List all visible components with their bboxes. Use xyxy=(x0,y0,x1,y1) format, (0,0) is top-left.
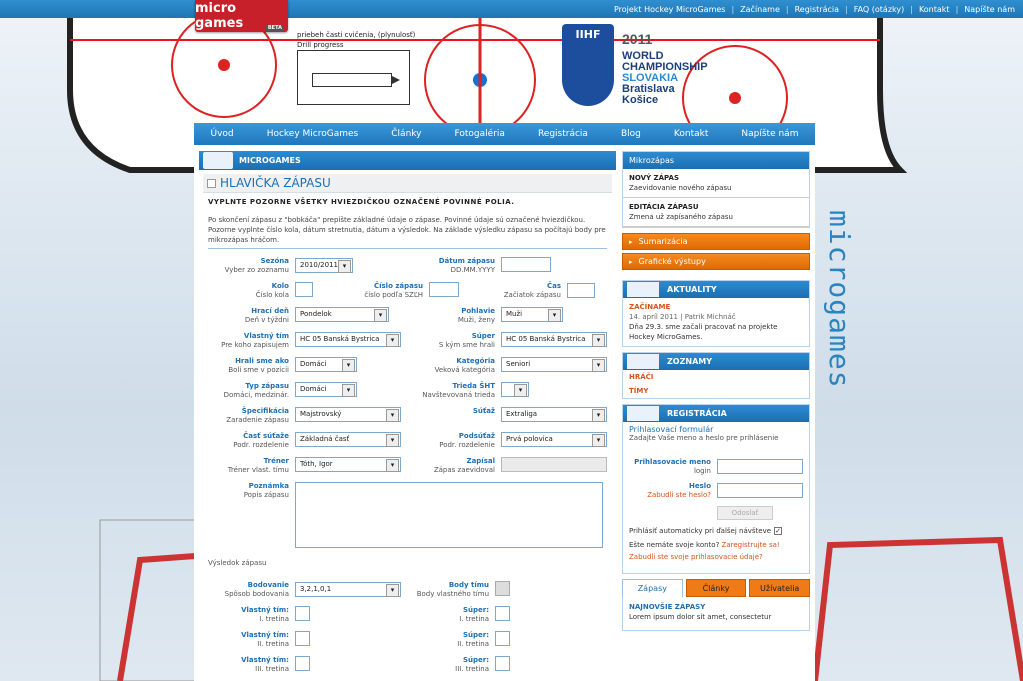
pohlavie-select[interactable]: Muži ▾ xyxy=(501,307,563,322)
typ-select[interactable]: Domáci ▾ xyxy=(295,382,357,397)
tabs xyxy=(622,579,810,597)
wc-line-4: Bratislava xyxy=(622,83,675,95)
drill-progress-graphic xyxy=(297,50,410,105)
right-sidebar xyxy=(622,151,810,681)
hint-vlastny-3: III. tretina xyxy=(255,665,289,673)
najnovsie-zapasy-text: Lorem ipsum dolor sit amet, consectetur xyxy=(629,613,772,621)
hint-podsutaz: Podr. rozdelenie xyxy=(439,441,495,449)
hint-cislo: číslo podľa SZĽH xyxy=(364,291,423,299)
page-icon xyxy=(207,179,216,188)
microgames-header-label: MICROGAMES xyxy=(239,156,301,165)
odoslat-button[interactable]: Odoslať xyxy=(717,506,773,520)
label-den: Hrací deň xyxy=(251,307,289,315)
timy-link[interactable]: TÍMY xyxy=(629,387,649,395)
drill-line-1: priebeh časti cvičenia, (plynulosť) xyxy=(297,31,416,39)
prihlasovaci-formular-subtitle: Zadajte Vaše meno a heslo pre prihlásenie xyxy=(629,434,779,442)
trener-select[interactable]: Tóth, Igor ▾ xyxy=(295,457,401,472)
vysledok-label: Výsledok zápasu xyxy=(208,559,267,567)
auto-login-label: Prihlásiť automaticky pri ďalšej návšteve xyxy=(629,527,772,535)
label-zapisal: Zapísal xyxy=(466,457,495,465)
match-header-form xyxy=(199,249,616,549)
hint-sezona: Vyber zo zoznamu xyxy=(224,266,289,274)
login-input[interactable] xyxy=(717,459,803,474)
vlastny-3-input[interactable] xyxy=(295,656,310,671)
site-logo[interactable] xyxy=(195,0,288,32)
hint-bodovanie: Spôsob bodovania xyxy=(224,590,289,598)
hint-cas: Začiatok zápasu xyxy=(503,291,561,299)
editacia-zapasu-item[interactable] xyxy=(623,198,809,227)
hint-datum: DD.MM.YYYY xyxy=(450,266,495,274)
hint-spec: Zaradenie zápasu xyxy=(226,416,289,424)
aktuality-box xyxy=(622,280,810,347)
label-super-2: Súper: xyxy=(462,631,489,639)
nav-uvod[interactable]: Úvod xyxy=(210,129,234,139)
label-datum: Dátum zápasu xyxy=(438,257,495,265)
drill-arrow-icon xyxy=(312,73,392,87)
main-panel xyxy=(194,123,815,681)
hint-super-2: II. tretina xyxy=(457,640,489,648)
hint-tim: Pre koho zapisujem xyxy=(221,341,289,349)
vlastny-1-input[interactable] xyxy=(295,606,310,621)
trieda-select[interactable] xyxy=(501,382,529,397)
tab-zapasy[interactable]: Zápasy xyxy=(622,579,683,597)
label-meno: Prihlasovacie meno xyxy=(634,458,711,466)
cislo-input[interactable] xyxy=(429,282,459,297)
label-super-3: Súper: xyxy=(462,656,489,664)
tim-select[interactable]: HC 05 Banská Bystrica ▾ xyxy=(295,332,401,347)
zapisal-input xyxy=(501,457,607,472)
hint-super: S kým sme hrali xyxy=(438,341,495,349)
microgames-header xyxy=(199,151,616,170)
registracia-box xyxy=(622,404,810,574)
hrali-select[interactable]: Domáci ▾ xyxy=(295,357,357,372)
label-kat: Kategória xyxy=(456,357,495,365)
hint-meno: login xyxy=(693,467,711,475)
sutaz-select[interactable]: Extraliga ▾ xyxy=(501,407,607,422)
prihlasovaci-formular-title: Prihlasovací formulár xyxy=(629,425,714,434)
label-super-1: Súper: xyxy=(462,606,489,614)
sumarizacia-button[interactable]: ▸ Sumarizácia xyxy=(622,233,810,250)
mikrozapas-box xyxy=(622,151,810,228)
mikrozapas-header xyxy=(623,152,809,169)
super-2-input[interactable] xyxy=(495,631,510,646)
page-title-text: HLAVIČKA ZÁPASU xyxy=(220,176,331,190)
super-1-input[interactable] xyxy=(495,606,510,621)
nav-clanky[interactable]: Články xyxy=(391,129,422,139)
label-trieda: Trieda ŠHT xyxy=(452,382,495,390)
drill-legend xyxy=(297,30,415,50)
label-vlastny-1: Vlastný tím: xyxy=(241,606,289,614)
required-note: VYPLNTE POZORNE VŠETKY HVIEZDIČKOU OZNAČENÉ POVINNÉ POLIA. xyxy=(208,198,515,206)
nav-kontakt[interactable]: Kontakt xyxy=(673,129,709,139)
editacia-zapasu-desc: Zmena už zapísaného zápasu xyxy=(629,213,733,221)
hint-kat: Veková kategória xyxy=(434,366,495,374)
nav-hockey-microgames[interactable]: Hockey MicroGames xyxy=(266,129,359,139)
logo-text: micro games xyxy=(195,1,244,31)
najnovsie-zapasy-title: NAJNOVŠIE ZÁPASY xyxy=(629,603,706,611)
zoznamy-box xyxy=(622,352,810,399)
wc-line-5: Košice xyxy=(622,94,659,106)
hint-super-1: I. tretina xyxy=(459,615,489,623)
register-link[interactable]: Zaregistrujte sa! xyxy=(721,541,780,549)
hint-trener: Tréner vlast. tímu xyxy=(227,466,289,474)
wc-line-2: CHAMPIONSHIP xyxy=(622,61,708,73)
label-kolo: Kolo xyxy=(271,282,289,290)
zoznamy-header-label: ZOZNAMY xyxy=(667,357,713,366)
hint-typ: Domáci, medzinár. xyxy=(223,391,289,399)
label-cislo: Číslo zápasu xyxy=(373,282,423,290)
drill-line-2: Drill progress xyxy=(297,41,344,49)
zoznamy-header xyxy=(623,353,809,370)
hint-cast: Podr. rozdelenie xyxy=(233,441,289,449)
hint-vlastny-1: I. tretina xyxy=(259,615,289,623)
hraci-link[interactable]: HRÁČI xyxy=(629,373,654,381)
body-timu-field xyxy=(495,581,510,596)
forgot-credentials-link[interactable]: Zabudli ste svoje prihlasovacie údaje? xyxy=(629,553,763,561)
wc-year: 2011 xyxy=(622,31,653,47)
hint-trieda: Navštevovaná trieda xyxy=(422,391,495,399)
label-vlastny-3: Vlastný tím: xyxy=(241,656,289,664)
novy-zapas-desc: Zaevidovanie nového zápasu xyxy=(629,184,732,192)
sezona-select[interactable]: 2010/2011 ▾ xyxy=(295,258,353,273)
hint-body-timu: Body vlastného tímu xyxy=(416,590,489,598)
page-title xyxy=(203,174,612,193)
wc-line-3: SLOVAKIA xyxy=(622,72,679,84)
label-cas: Čas xyxy=(546,282,561,290)
aktuality-header xyxy=(623,281,809,298)
label-body-timu: Body tímu xyxy=(448,581,489,589)
auto-login-checkbox[interactable]: ✓ xyxy=(775,527,781,535)
hint-den: Deň v týždni xyxy=(244,316,289,324)
hint-hrali: Boli sme v pozícii xyxy=(228,366,289,374)
label-spec: Špecifikácia xyxy=(241,407,289,415)
aktuality-header-label: AKTUALITY xyxy=(667,285,717,294)
wc-2011-logo xyxy=(562,24,732,114)
hint-poznamka: Popis zápasu xyxy=(243,491,289,499)
hint-vlastny-2: II. tretina xyxy=(257,640,289,648)
label-sutaz: Súťaž xyxy=(472,407,495,415)
label-bodovanie: Bodovanie xyxy=(247,581,289,589)
puck-icon xyxy=(203,152,233,169)
tab-panel xyxy=(622,597,810,631)
password-input[interactable] xyxy=(717,483,803,498)
editacia-zapasu-title: EDITÁCIA ZÁPASU xyxy=(629,203,699,211)
super-select[interactable]: HC 05 Banská Bystrica ▾ xyxy=(501,332,607,347)
aktuality-item-meta: 14. apríl 2011 | Patrik Michnáč xyxy=(629,313,736,321)
label-poznamka: Poznámka xyxy=(248,482,289,490)
hint-kolo: Číslo kola xyxy=(255,291,289,299)
nav-fotogaleria[interactable]: Fotogaléria xyxy=(454,129,505,139)
tab-uzivatelia[interactable]: Užívatelia xyxy=(749,579,810,597)
top-nav-faq[interactable]: FAQ (otázky) xyxy=(853,4,905,14)
label-heslo: Heslo xyxy=(689,482,711,490)
label-super: Súper xyxy=(471,332,495,340)
poznamka-textarea[interactable] xyxy=(295,482,603,548)
hint-super-3: III. tretina xyxy=(455,665,489,673)
label-trener: Tréner xyxy=(263,457,289,465)
mikrozapas-header-label: Mikrozápas xyxy=(629,156,675,165)
kategoria-select[interactable]: Seniori ▾ xyxy=(501,357,607,372)
nav-blog[interactable]: Blog xyxy=(620,129,641,139)
super-3-input[interactable] xyxy=(495,656,510,671)
beta-badge: BETA xyxy=(267,25,282,31)
label-sezona: Sezóna xyxy=(260,257,289,265)
novy-zapas-item[interactable] xyxy=(623,169,809,198)
label-pohlavie: Pohlavie xyxy=(461,307,495,315)
nav-napiste[interactable]: Napíšte nám xyxy=(741,129,799,139)
left-column xyxy=(199,151,616,681)
label-hrali: Hrali sme ako xyxy=(235,357,289,365)
kolo-input[interactable] xyxy=(295,282,313,297)
label-tim: Vlastný tím xyxy=(243,332,289,340)
aktuality-item-title[interactable]: ZAČÍNAME xyxy=(629,303,671,311)
top-nav-zaciname[interactable]: Začíname xyxy=(740,4,780,14)
cas-input[interactable] xyxy=(567,283,595,298)
main-nav xyxy=(194,123,815,145)
podsutaz-select[interactable]: Prvá polovica ▾ xyxy=(501,432,607,447)
label-podsutaz: Podsúťaž xyxy=(458,432,495,440)
hint-pohlavie: Muži, ženy xyxy=(457,316,495,324)
graficke-vystupy-button[interactable]: ▸ Grafické výstupy xyxy=(622,253,810,270)
registracia-header-label: REGISTRÁCIA xyxy=(667,409,727,418)
wc-line-1: WORLD xyxy=(622,50,664,62)
forgot-password-link[interactable]: Zabudli ste heslo? xyxy=(647,491,711,499)
top-nav: Projekt Hockey MicroGames | Začíname | Registrácia | FAQ (otázky) | Kontakt | Napíšte nám xyxy=(613,4,1015,14)
tab-clanky[interactable]: Články xyxy=(686,579,747,597)
den-select[interactable]: Pondelok ▾ xyxy=(295,307,389,322)
top-nav-registracia[interactable]: Registrácia xyxy=(794,4,840,14)
cast-select[interactable]: Základná časť ▾ xyxy=(295,432,401,447)
bodovanie-select[interactable]: 3,2,1,0,1 ▾ xyxy=(295,582,401,597)
hint-zapisal: Zápas zaevidoval xyxy=(433,466,495,474)
vlastny-2-input[interactable] xyxy=(295,631,310,646)
specifikacia-select[interactable]: Majstrovský ▾ xyxy=(295,407,401,422)
side-brand-text: microgames xyxy=(823,210,856,389)
label-cast: Časť súťaže xyxy=(243,432,289,440)
intro-text: Po skončení zápasu z "bobkáča" prepíšte základné údaje o zápase. Povinné údaje sú označené hviezdičkou. Pozorne vyplnte číslo kola, dátum stretnutia, dátum a výsledok. Na základe výsledku zápasu sa počítajú body pre mikrozápas hráčom. xyxy=(208,216,606,244)
nav-registracia[interactable]: Registrácia xyxy=(537,129,588,139)
aktuality-item-text: Dňa 29.3. sme začali pracovať na projekte Hockey MicroGames. xyxy=(629,323,778,341)
label-typ: Typ zápasu xyxy=(245,382,289,390)
label-vlastny-2: Vlastný tím: xyxy=(241,631,289,639)
datum-input[interactable] xyxy=(501,257,551,272)
no-account-text: Ešte nemáte svoje konto? xyxy=(629,541,720,549)
top-nav-projekt[interactable]: Projekt Hockey MicroGames xyxy=(613,4,726,14)
iihf-badge: IIHF xyxy=(562,24,614,106)
top-nav-kontakt[interactable]: Kontakt xyxy=(918,4,950,14)
registracia-header xyxy=(623,405,809,422)
top-nav-napiste[interactable]: Napíšte nám xyxy=(964,4,1015,14)
novy-zapas-title: NOVÝ ZÁPAS xyxy=(629,174,679,182)
